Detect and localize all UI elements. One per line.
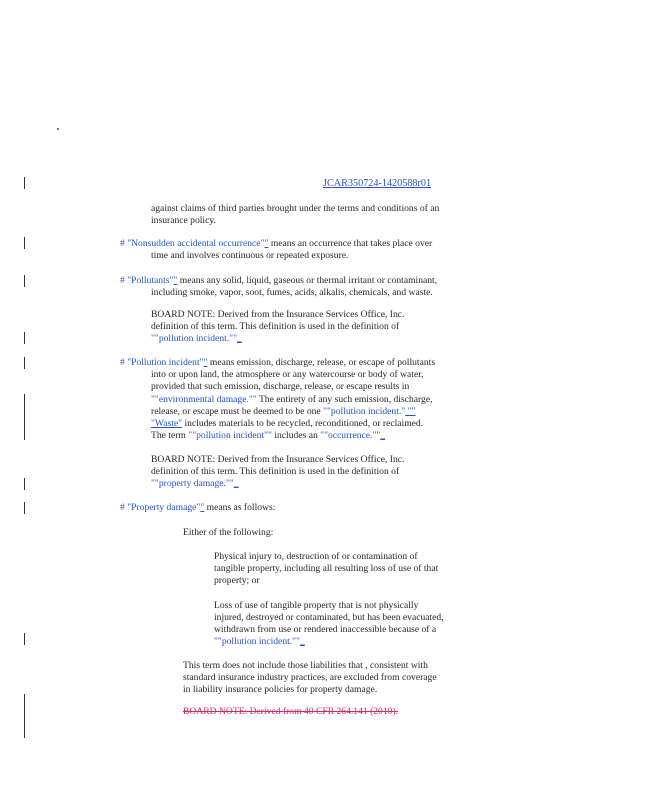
change-bar [24,478,25,490]
inserted-quote: " [200,502,205,513]
board-note-line [151,478,239,490]
inserted-text: ""pollution incident."" [151,333,238,344]
paragraph-line [151,394,432,406]
definition-pollutants [120,275,437,287]
stray-mark [57,128,59,130]
paragraph-line: property; or [214,575,260,586]
paragraph-line: Either of the following: [183,527,274,538]
change-bar [24,332,25,344]
inserted-mark: _ [380,430,386,441]
change-bar [24,394,25,440]
change-bar [24,177,25,189]
paragraph-line: Loss of use of tangible property that is not physically [214,600,419,611]
board-note-line: BOARD NOTE: Derived from the Insurance Services Office, Inc. [151,454,405,465]
insertion-mark: # [120,357,125,368]
inserted-quote: " [264,238,269,249]
paragraph-text: The entirety of any such emission, discharge, [256,394,433,405]
inserted-text: ""occurrence."" [320,430,381,441]
inserted-mark: _ [237,333,242,344]
inserted-quote: " [203,357,208,368]
paragraph-line: including smoke, vapor, soot, fumes, acids, alkalis, chemicals, and waste. [151,287,433,298]
paragraph-line [151,406,415,418]
paragraph-line: provided that such emission, discharge, release, or escape results in [151,381,410,392]
inserted-mark: "" [405,406,416,417]
deleted-board-note: BOARD NOTE: Derived from 40 CFR 264.141 (2010). [183,706,399,717]
defined-term: "Pollution incident" [127,357,204,368]
paragraph-text: includes an [271,430,321,441]
defined-term: "Nonsudden accidental occurrence" [127,238,265,249]
paragraph-line: time and involves continuous or repeated exposure. [151,250,349,261]
defined-term: "Property damage" [127,502,201,513]
change-bar [24,633,25,645]
definition-text: means emission, discharge, release, or escape of pollutants [207,357,436,368]
inserted-text: ""pollution incident."" [214,636,301,647]
definition-text: means any solid, liquid, gaseous or thermal irritant or contaminant, [177,275,438,286]
change-bar [24,275,25,287]
change-bar [24,694,25,738]
change-bar [24,502,25,514]
document-id-header[interactable]: JCAR350724-1420588r01 [323,178,432,189]
paragraph-line: withdrawn from use or rendered inaccessible because of a [214,624,437,635]
insertion-mark: # [120,275,125,286]
inserted-text: ""property damage."" [151,478,234,489]
insertion-mark: # [120,238,125,249]
definition-text: means an occurrence that takes place over [268,238,433,249]
paragraph-line: insurance policy. [151,215,216,226]
definition-property-damage [120,502,275,514]
inserted-mark: _ [233,478,239,489]
inserted-mark: _ [300,636,305,647]
definition-pollution-incident [120,357,435,369]
board-note-line: BOARD NOTE: Derived from the Insurance Services Office, Inc. [151,309,405,320]
inserted-quote: " [173,275,178,286]
paragraph-line: This term does not include those liabilities that , consistent with [183,660,428,671]
defined-term: "Pollutants" [127,275,174,286]
paragraph-line: Physical injury to, destruction of or contamination of [214,551,418,562]
paragraph-text: release, or escape must be deemed to be one [151,406,324,417]
inserted-text: "Waste" [151,418,183,429]
definition-text: means as follows: [204,502,276,513]
paragraph-text: includes materials to be recycled, reconditioned, or reclaimed. [182,418,424,429]
change-bar [24,357,25,369]
definition-nonsudden-accidental-occurrence [120,238,432,250]
insertion-mark: # [120,502,125,513]
paragraph-text: The term [151,430,189,441]
paragraph-line [151,430,385,442]
paragraph-line: against claims of third parties brought under the terms and conditions of an [151,203,440,214]
paragraph-line: into or upon land, the atmosphere or any watercourse or body of water, [151,369,424,380]
inserted-text: ""pollution incident." [323,406,406,417]
board-note-line: definition of this term. This definition is used in the definition of [151,321,400,332]
paragraph-line: in liability insurance policies for property damage. [183,684,378,695]
paragraph-line [151,418,423,430]
paragraph-line: standard insurance industry practices, are excluded from coverage [183,672,437,683]
change-bar [24,237,25,249]
inserted-text: ""pollution incident"" [188,430,272,441]
board-note-line: definition of this term. This definition is used in the definition of [151,466,400,477]
paragraph-line: injured, destroyed or contaminated, but has been evacuated, [214,612,444,623]
paragraph-line [214,636,305,648]
inserted-text: ""environmental damage."" [151,394,257,405]
paragraph-line: tangible property, including all resulting loss of use of that [214,563,439,574]
board-note-line [151,333,242,345]
